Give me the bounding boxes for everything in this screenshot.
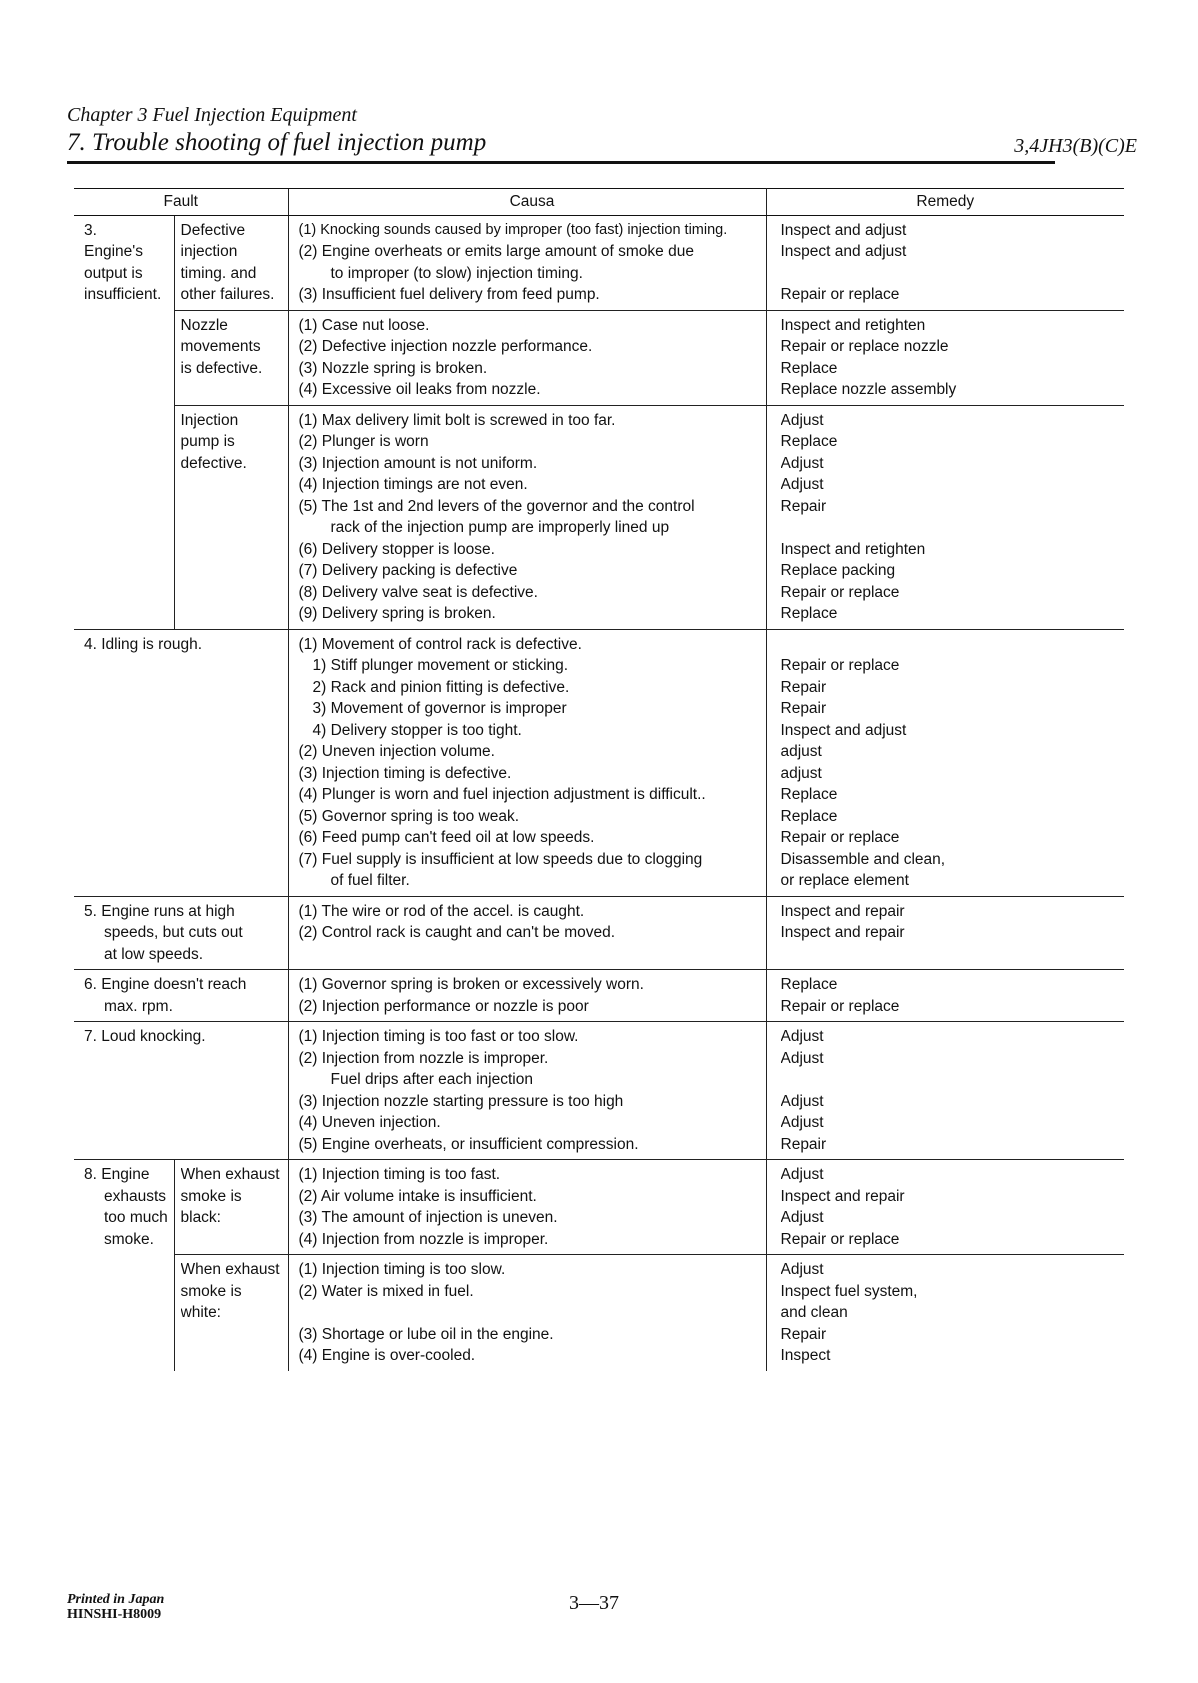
remedy-cell: Inspect and adjust Inspect and adjust Repair or replace [766,215,1124,310]
fault-cell: 6. Engine doesn't reach max. rpm. [74,970,288,1022]
cause-cell: (1) Injection timing is too fast or too slow. (2) Injection from nozzle is improper. Fuel drips after each injection (3) Injection nozzle starting pressure is too high (4) Uneven injection. (5) Engine overheats, or insufficient compression. [288,1022,766,1160]
table-row [74,896,1124,970]
remedy-cell: Adjust Replace Adjust Adjust Repair Inspect and retighten Replace packing Repair or replace Replace [766,405,1124,629]
section-title: 7. Trouble shooting of fuel injection pump [67,129,487,156]
cause-cell: (1) The wire or rod of the accel. is caught. (2) Control rack is caught and can't be moved. [288,896,766,970]
cause-cell: (1) Governor spring is broken or excessively worn. (2) Injection performance or nozzle is poor [288,970,766,1022]
fault-cell: 3. Engine's output is insufficient. [74,215,174,629]
cause-cell: (1) Case nut loose. (2) Defective injection nozzle performance. (3) Nozzle spring is broken. (4) Excessive oil leaks from nozzle. [288,310,766,405]
cause-cell: (1) Knocking sounds caused by improper (too fast) injection timing. (2) Engine overheats or emits large amount of smoke due to improper (to slow) injection timing. (3) Insufficient fuel delivery from feed pump. [288,215,766,310]
title-underline [67,161,1055,164]
printed-in: Printed in Japan [67,1592,165,1607]
cause-cell: (1) Injection timing is too fast. (2) Air volume intake is insufficient. (3) The amount of injection is uneven. (4) Injection from nozzle is improper. [288,1160,766,1255]
fault-cell: 5. Engine runs at high speeds, but cuts out at low speeds. [74,896,288,970]
table-row [74,1022,1124,1160]
table-row [74,215,1124,310]
fault-cell: 4. Idling is rough. [74,629,288,896]
remedy-header: Remedy [766,189,1124,216]
table-row [74,405,1124,629]
title-line [67,129,1137,163]
remedy-cell: Inspect and retighten Repair or replace nozzle Replace Replace nozzle assembly [766,310,1124,405]
remedy-cell: Inspect and repair Inspect and repair [766,896,1124,970]
cause-cell: (1) Max delivery limit bolt is screwed in too far. (2) Plunger is worn (3) Injection amount is not uniform. (4) Injection timings are not even. (5) The 1st and 2nd levers of the governor and the control rack of the injection pump are improperly lined up (6) Delivery stopper is loose. (7) Delivery packing is defective (8) Delivery valve seat is defective. (9) Delivery spring is broken. [288,405,766,629]
fault-cell: 7. Loud knocking. [74,1022,288,1160]
troubleshooting-table [74,188,1124,1371]
fault-cell: 8. Engine exhausts too much smoke. [84,1166,168,1248]
page-number: 3—37 [569,1592,619,1614]
engine-model: 3,4JH3(B)(C)E [1014,135,1137,157]
table-row [74,1255,1124,1371]
subfault-cell: Defective injection timing. and other failures. [174,215,288,310]
fault-header: Fault [74,189,288,216]
cause-header: Causa [288,189,766,216]
page-header [67,104,1137,163]
cause-cell: (1) Movement of control rack is defective. 1) Stiff plunger movement or sticking. 2) Rack and pinion fitting is defective. 3) Movement of governor is improper 4) Delivery stopper is too tight. (2) Uneven injection volume. (3) Injection timing is defective. (4) Plunger is worn and fuel injection adjustment is difficult.. (5) Governor spring is too weak. (6) Feed pump can't feed oil at low speeds. (7) Fuel supply is insufficient at low speeds due to clogging of fuel filter. [288,629,766,896]
table-row [74,1160,1124,1255]
remedy-cell: Adjust Adjust Adjust Adjust Repair [766,1022,1124,1160]
table-row [74,629,1124,896]
table-row [74,310,1124,405]
subfault-cell: Nozzle movements is defective. [174,310,288,405]
table-row [74,970,1124,1022]
subfault-cell: When exhaust smoke is white: [174,1255,288,1371]
remedy-cell: Adjust Inspect fuel system, and clean Repair Inspect [780,1261,918,1364]
cause-cell: (1) Injection timing is too slow. (2) Water is mixed in fuel. (3) Shortage or lube oil in the engine. (4) Engine is over-cooled. [288,1255,766,1371]
subfault-cell: Injection pump is defective. [174,405,288,629]
document-code: HINSHI-H8009 [67,1607,162,1622]
table-header-row [74,189,1124,216]
remedy-cell: Repair or replace Repair Repair Inspect and adjust adjust adjust Replace Replace Repair or replace Disassemble and clean, or replace element [766,629,1124,896]
remedy-cell: Adjust Inspect and repair Adjust Repair or replace [766,1160,1124,1255]
chapter-heading: Chapter 3 Fuel Injection Equipment [67,104,357,126]
subfault-cell: When exhaust smoke is black: [174,1160,288,1255]
footer-print-info [67,1592,164,1622]
remedy-cell: Replace Repair or replace [766,970,1124,1022]
